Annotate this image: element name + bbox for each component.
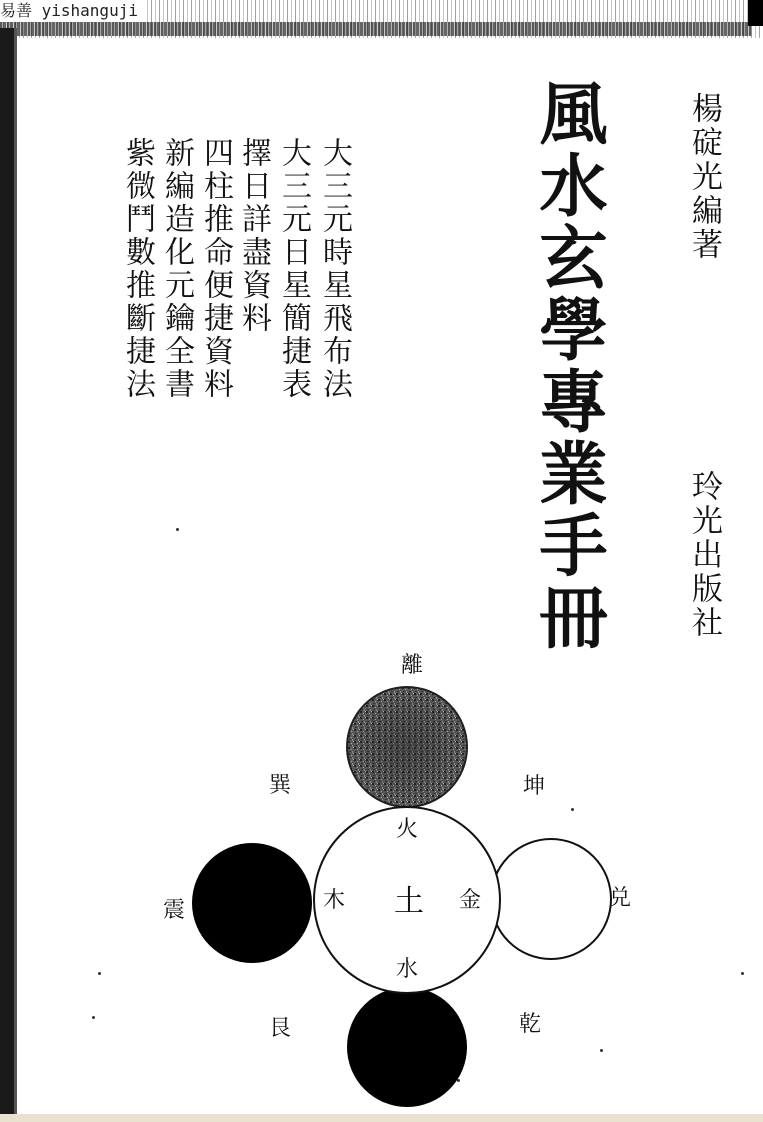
wood-circle	[192, 843, 312, 963]
element-wood-label: 木	[322, 888, 346, 913]
element-earth-label: 土	[394, 884, 424, 919]
book-publisher: 玲光出版社	[686, 470, 722, 640]
scan-speck	[741, 972, 744, 975]
water-circle	[347, 987, 467, 1107]
book-author: 楊碇光編著	[686, 92, 722, 262]
contents-item: 紫微鬥數推斷捷法	[120, 137, 155, 401]
five-element-diagram	[150, 645, 650, 1115]
element-water-label: 水	[395, 957, 419, 982]
element-fire-label: 火	[395, 817, 419, 842]
trigram-qian-label: 乾	[518, 1012, 542, 1037]
scan-top-shadow	[0, 22, 752, 36]
trigram-xun-label: 巽	[268, 773, 292, 798]
scan-speck	[457, 1079, 460, 1082]
metal-circle	[491, 839, 611, 959]
contents-item: 擇日詳盡資料	[236, 137, 271, 335]
fire-circle-shade	[347, 687, 467, 807]
scan-speck	[92, 1016, 95, 1019]
scan-corner-mark	[748, 0, 763, 26]
trigram-dui-label: 兑	[608, 886, 632, 911]
trigram-gen-label: 艮	[268, 1016, 292, 1041]
scan-speck	[176, 528, 179, 531]
trigram-zhen-label: 震	[162, 898, 186, 923]
scan-bottom-edge	[0, 1114, 763, 1122]
watermark-text: 易善 yishanguji	[0, 0, 144, 22]
element-metal-label: 金	[458, 888, 482, 913]
scan-speck	[600, 1049, 603, 1052]
contents-item: 新編造化元鑰全書	[159, 137, 194, 401]
trigram-li-label: 離	[400, 653, 424, 678]
book-title: 風水玄學專業手冊	[528, 78, 608, 654]
contents-item: 大三元時星飛布法	[317, 137, 352, 401]
scan-speck	[98, 972, 101, 975]
scan-left-edge-inner	[14, 28, 17, 1122]
scan-speck	[571, 808, 574, 811]
contents-item: 四柱推命便捷資料	[198, 137, 233, 401]
contents-item: 大三元日星簡捷表	[276, 137, 311, 401]
scan-left-edge	[0, 28, 14, 1122]
trigram-kun-label: 坤	[522, 774, 546, 799]
